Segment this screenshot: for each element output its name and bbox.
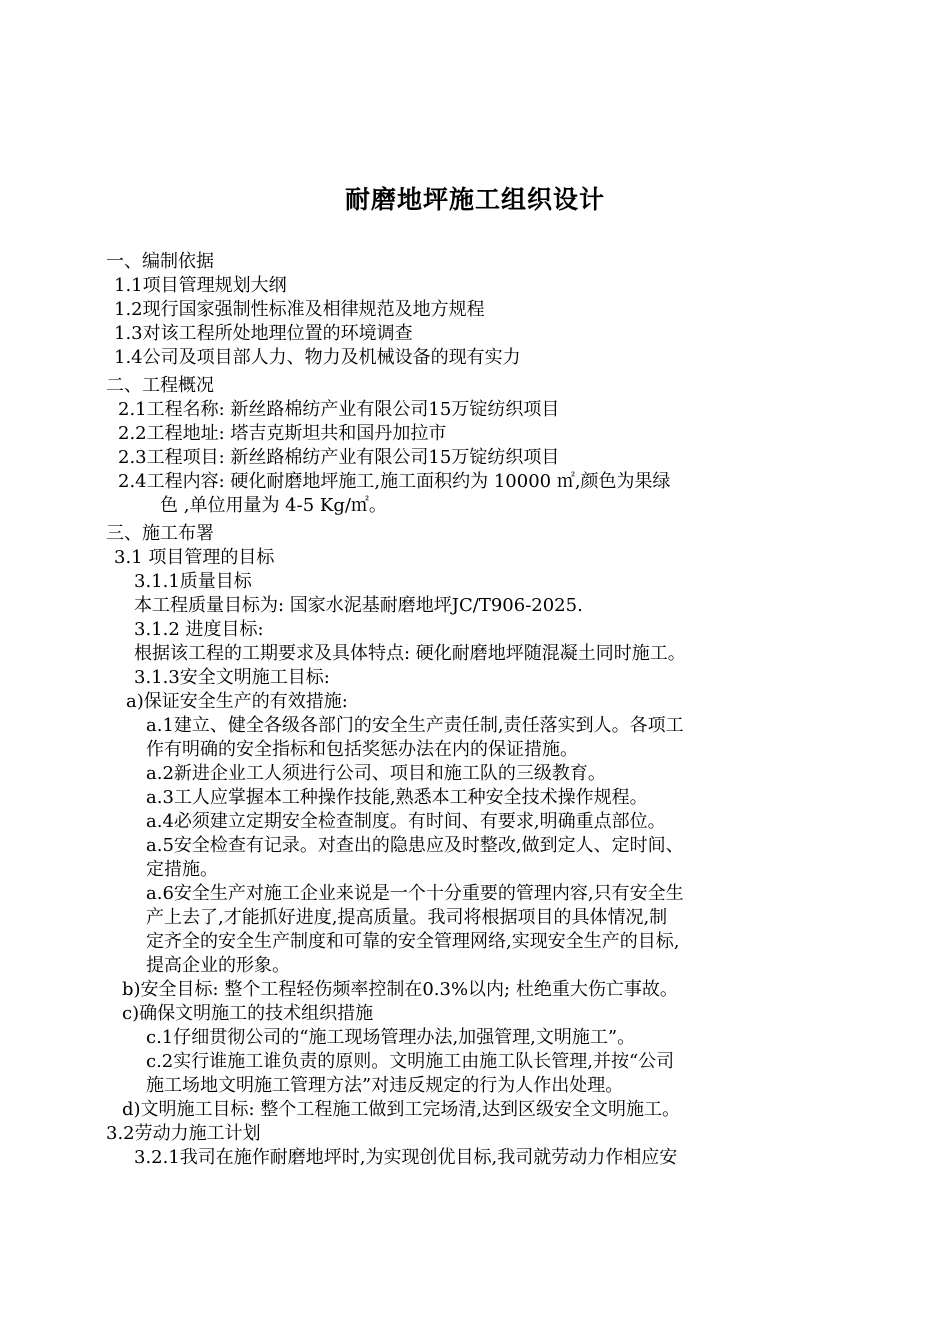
line-a2: a.2新进企业工人须进行公司、项目和施工队的三级教育。 <box>146 763 606 784</box>
line-3-2-1: 3.2.1我司在施作耐磨地坪时,为实现创优目标,我司就劳动力作相应安 <box>134 1147 678 1168</box>
line-a1-cont: 作有明确的安全指标和包括奖惩办法在内的保证措施。 <box>146 739 578 760</box>
line-a6-cont-2: 定齐全的安全生产制度和可靠的安全管理网络,实现安全生产的目标, <box>146 931 680 952</box>
line-a5-cont: 定措施。 <box>146 859 218 880</box>
line-a1: a.1建立、健全各级各部门的安全生产责任制,责任落实到人。各项工 <box>146 715 684 736</box>
line-c2: c.2实行谁施工谁负责的原则。文明施工由施工队长管理,并按“公司 <box>146 1051 675 1072</box>
line-c2-cont: 施工场地文明施工管理方法”对违反规定的行为人作出处理。 <box>146 1075 624 1096</box>
line-3-2: 3.2劳动力施工计划 <box>106 1123 261 1144</box>
line-1-1: 1.1项目管理规划大纲 <box>114 275 287 296</box>
line-c1: c.1仔细贯彻公司的“施工现场管理办法,加强管理,文明施工”。 <box>146 1027 636 1048</box>
line-3-1: 3.1 项目管理的目标 <box>114 547 275 568</box>
line-3-1-2-body: 根据该工程的工期要求及具体特点: 硬化耐磨地坪随混凝土同时施工。 <box>134 643 686 664</box>
line-a: a)保证安全生产的有效措施: <box>126 691 348 712</box>
line-a4: a.4必须建立定期安全检查制度。有时间、有要求,明确重点部位。 <box>146 811 666 832</box>
line-a6-cont-1: 产上去了,才能抓好进度,提高质量。我司将根据项目的具体情况,制 <box>146 907 668 928</box>
line-1-3: 1.3对该工程所处地理位置的环境调查 <box>114 323 413 344</box>
line-2-2: 2.2工程地址: 塔吉克斯坦共和国丹加拉市 <box>118 423 447 444</box>
line-3-1-3: 3.1.3安全文明施工目标: <box>134 667 330 688</box>
line-d: d)文明施工目标: 整个工程施工做到工完场清,达到区级安全文明施工。 <box>122 1099 681 1120</box>
line-2-4: 2.4工程内容: 硬化耐磨地坪施工,施工面积约为 10000 ㎡,颜色为果绿 <box>118 471 671 492</box>
line-3-1-1: 3.1.1质量目标 <box>134 571 252 592</box>
section-2-heading: 二、工程概况 <box>106 375 214 396</box>
line-a5: a.5安全检查有记录。对查出的隐患应及时整改,做到定人、定时间、 <box>146 835 684 856</box>
line-2-1: 2.1工程名称: 新丝路棉纺产业有限公司15万锭纺织项目 <box>118 399 560 420</box>
line-1-2: 1.2现行国家强制性标准及相律规范及地方规程 <box>114 299 485 320</box>
line-b: b)安全目标: 整个工程轻伤频率控制在0.3%以内; 杜绝重大伤亡事故。 <box>122 979 678 1000</box>
line-3-1-1-body: 本工程质量目标为: 国家水泥基耐磨地坪JC/T906-2025. <box>134 595 583 616</box>
line-a6: a.6安全生产对施工企业来说是一个十分重要的管理内容,只有安全生 <box>146 883 684 904</box>
line-3-1-2: 3.1.2 进度目标: <box>134 619 264 640</box>
section-1-heading: 一、编制依据 <box>106 251 214 272</box>
line-1-4: 1.4公司及项目部人力、物力及机械设备的现有实力 <box>114 347 521 368</box>
line-2-3: 2.3工程项目: 新丝路棉纺产业有限公司15万锭纺织项目 <box>118 447 560 468</box>
section-3-heading: 三、施工布署 <box>106 523 214 544</box>
line-c: c)确保文明施工的技术组织措施 <box>122 1003 374 1024</box>
line-a3: a.3工人应掌握本工种操作技能,熟悉本工种安全技术操作规程。 <box>146 787 648 808</box>
document-title: 耐磨地坪施工组织设计 <box>344 185 605 214</box>
line-a6-cont-3: 提高企业的形象。 <box>146 955 290 976</box>
line-2-4-cont: 色 ,单位用量为 4-5 Kg/㎡。 <box>160 495 387 516</box>
